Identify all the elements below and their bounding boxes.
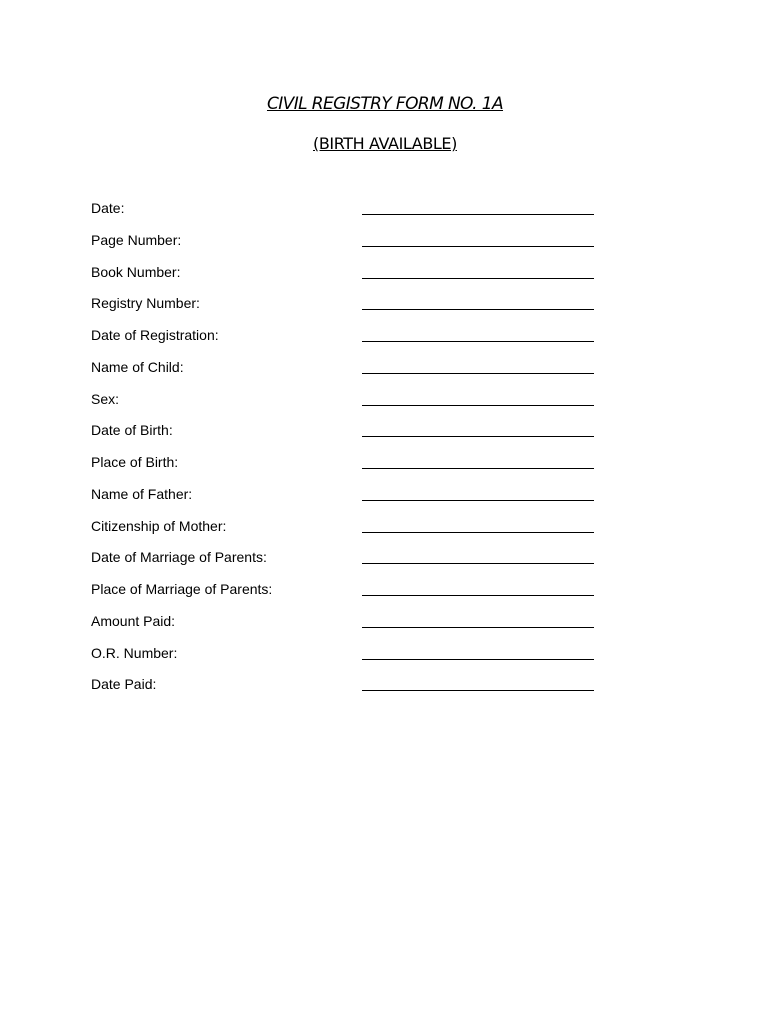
- field-registry-number: [91, 294, 595, 326]
- field-label: Registry Number:: [91, 295, 200, 312]
- field-blank-line: [362, 214, 594, 215]
- field-blank-line: [362, 690, 594, 691]
- field-label: Name of Father:: [91, 485, 193, 502]
- field-blank-line: [362, 532, 594, 533]
- field-blank-line: [362, 246, 594, 247]
- field-or-number: [91, 644, 595, 676]
- field-blank-line: [362, 563, 594, 564]
- field-blank-line: [362, 341, 594, 342]
- field-label: Citizenship of Mother:: [91, 517, 227, 534]
- field-label: Place of Marriage of Parents:: [91, 581, 273, 597]
- field-citizenship-of-mother: [91, 517, 595, 549]
- field-label: Date of Marriage of Parents:: [91, 549, 267, 566]
- field-blank-line: [362, 468, 594, 469]
- field-label: Date:: [91, 200, 125, 216]
- field-page-number: [91, 231, 595, 263]
- field-label: Name of Child:: [91, 358, 184, 375]
- field-place-of-marriage-of-parents: [91, 580, 595, 612]
- field-name-of-child: [91, 358, 595, 390]
- field-blank-line: [362, 405, 594, 406]
- field-date-of-marriage-of-parents: [91, 548, 595, 580]
- field-label: Date of Registration:: [91, 327, 219, 343]
- field-date-of-birth: [91, 421, 595, 453]
- field-blank-line: [362, 627, 594, 628]
- field-blank-line: [362, 436, 594, 437]
- field-label: Amount Paid:: [91, 612, 176, 629]
- field-label: Sex:: [91, 390, 120, 407]
- field-blank-line: [362, 595, 594, 596]
- form-fields: [91, 199, 595, 707]
- field-blank-line: [362, 500, 594, 501]
- field-label: Place of Birth:: [91, 454, 179, 470]
- field-blank-line: [362, 659, 594, 660]
- field-label: Book Number:: [91, 263, 181, 280]
- field-label: Date of Birth:: [91, 422, 173, 439]
- field-book-number: [91, 263, 595, 295]
- form-subtitle: (BIRTH AVAILABLE): [313, 134, 457, 153]
- field-blank-line: [362, 309, 594, 310]
- field-place-of-birth: [91, 453, 595, 485]
- field-date-paid: [91, 675, 595, 707]
- field-name-of-father: [91, 485, 595, 517]
- form-title: CIVIL REGISTRY FORM NO. 1A: [266, 94, 504, 114]
- field-date-of-registration: [91, 326, 595, 358]
- field-label: O.R. Number:: [91, 644, 178, 661]
- field-label: Page Number:: [91, 231, 182, 248]
- field-date: [91, 199, 595, 231]
- field-blank-line: [362, 278, 594, 279]
- field-sex: [91, 390, 595, 422]
- field-amount-paid: [91, 612, 595, 644]
- field-blank-line: [362, 373, 594, 374]
- field-label: Date Paid:: [91, 676, 157, 693]
